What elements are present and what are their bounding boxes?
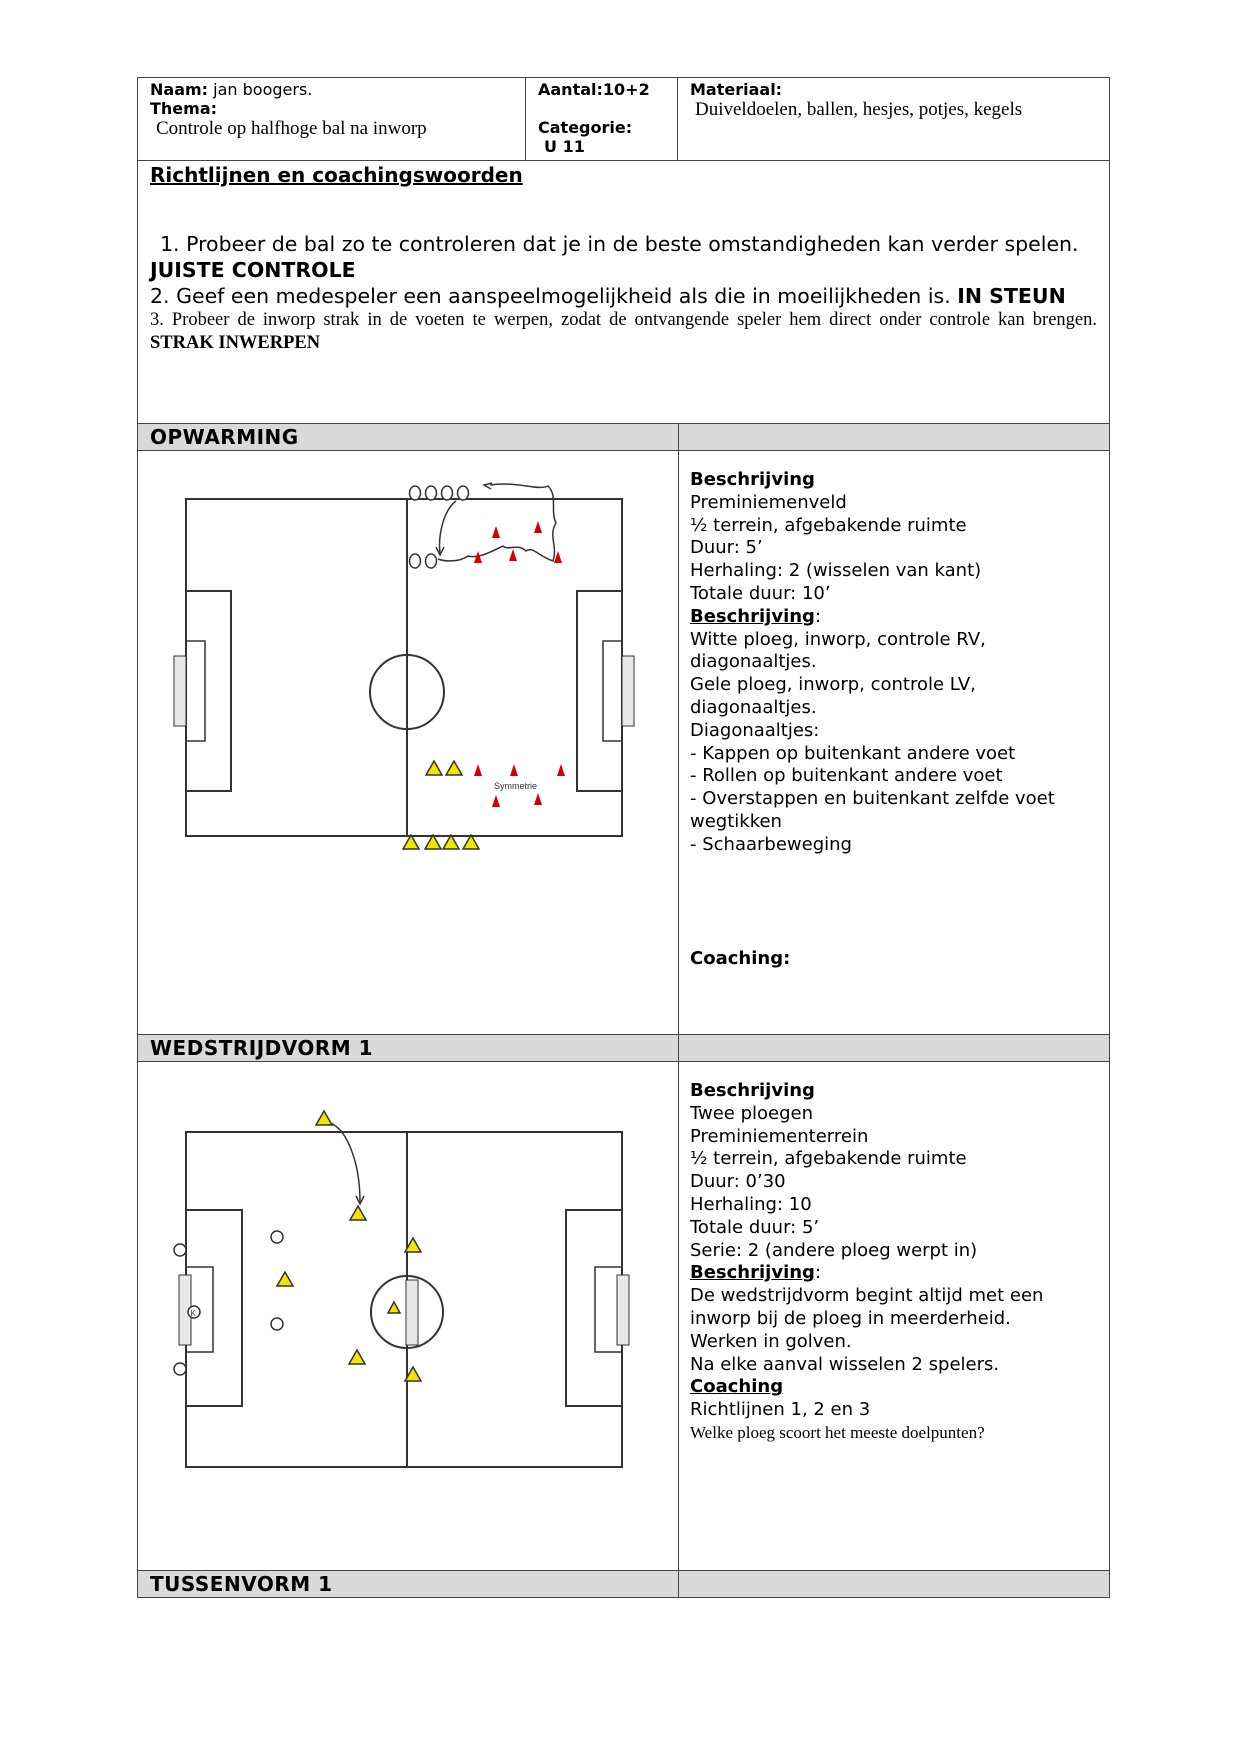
section-wedstrijdvorm — [137, 1035, 1110, 1062]
player-white — [174, 1244, 186, 1256]
section-tussenvorm — [137, 1571, 1110, 1598]
pitch-outline — [186, 499, 622, 836]
section-title: OPWARMING — [150, 425, 299, 449]
guideline-3: 3. Probeer de inworp strak in de voeten te werpen, zodat de ontvangende speler hem direct onder controle kan brengen. STRAK INWERPEN — [150, 310, 1097, 353]
player-white — [442, 486, 453, 500]
cone — [534, 521, 542, 533]
thema-label: Thema: — [150, 99, 218, 118]
player-white — [426, 554, 437, 568]
cone — [492, 526, 500, 538]
opwarming-content — [137, 451, 1110, 1035]
coaching-heading: Coaching: — [690, 947, 791, 969]
player-yellow — [443, 835, 459, 849]
naam-value: jan boogers. — [213, 80, 313, 99]
cone — [510, 764, 518, 776]
player-white — [410, 486, 421, 500]
cone — [534, 793, 542, 805]
training-sheet — [137, 77, 1110, 1598]
guideline-2: 2. Geef een medespeler een aanspeelmogelijkheid als die in moeilijkheden is. IN STEUN — [150, 284, 1066, 308]
header-row — [137, 77, 1110, 161]
cone — [554, 551, 562, 563]
guidelines-title: Richtlijnen en coachingswoorden — [150, 163, 523, 187]
player-yellow-keeper — [388, 1302, 400, 1313]
opwarming-diagram — [138, 451, 678, 1034]
thema-value: Controle op halfhoge bal na inworp — [156, 118, 427, 139]
beschrijving-heading: Beschrijving — [690, 469, 815, 490]
penalty-area-right — [566, 1210, 622, 1406]
wedstrijdvorm-description: Beschrijving Twee ploegen Preminiementerrein ½ terrein, afgebakende ruimte Duur: 0’30 Herhaling: 10 Totale duur: 5’ Serie: 2 (andere ploeg werpt in) Beschrijving: De wedstrijdvorm begint altijd met een inworp bij de ploeg in meerderheid. Werken in golven. Na elke aanval wisselen 2 spelers. Coaching Richtlijnen 1, 2 en 3 Welke ploeg scoort het meeste doelpunten? — [678, 1062, 1109, 1570]
goal-center — [406, 1280, 418, 1345]
yellow-players — [277, 1111, 421, 1381]
section-title: TUSSENVORM 1 — [150, 1572, 333, 1596]
pass-arrow — [440, 501, 456, 553]
beschrijving-heading-2: Beschrijving — [690, 1262, 815, 1284]
pitch-outline — [186, 1132, 622, 1467]
materiaal-value: Duiveldoelen, ballen, hesjes, potjes, kegels — [695, 99, 1023, 120]
penalty-area-left — [186, 591, 231, 791]
goal-left — [174, 656, 186, 726]
goal-right — [622, 656, 634, 726]
pitch-diagram-match — [138, 1062, 678, 1571]
coaching-heading: Coaching — [690, 1376, 784, 1398]
player-yellow — [350, 1206, 366, 1220]
beschrijving-heading: Beschrijving — [690, 1080, 815, 1101]
player-yellow — [277, 1272, 293, 1286]
cone — [509, 549, 517, 561]
guideline-1: 1. Probeer de bal zo te controleren dat je in de beste omstandigheden kan verder spelen. JUISTE CONTROLE — [150, 232, 1079, 282]
player-yellow — [426, 761, 442, 775]
keeper-mark: K — [190, 1309, 196, 1318]
categorie-label: Categorie: — [538, 118, 633, 137]
player-yellow — [316, 1111, 332, 1125]
penalty-area-right — [577, 591, 622, 791]
wedstrijdvorm-diagram — [138, 1062, 678, 1570]
header-name-theme — [138, 78, 525, 160]
player-white — [271, 1231, 283, 1243]
player-white — [410, 554, 421, 568]
aantal: Aantal:10+2 — [538, 80, 650, 99]
player-white — [174, 1363, 186, 1375]
header-count-category — [525, 78, 677, 160]
player-yellow — [463, 835, 479, 849]
cone — [557, 764, 565, 776]
section-title: WEDSTRIJDVORM 1 — [150, 1036, 374, 1060]
goal-right — [617, 1275, 629, 1345]
player-yellow — [403, 835, 419, 849]
red-cones-top — [474, 521, 562, 563]
player-yellow — [446, 761, 462, 775]
beschrijving-heading-2: Beschrijving — [690, 605, 815, 627]
cone — [492, 795, 500, 807]
wedstrijdvorm-content — [137, 1062, 1110, 1571]
opwarming-description: Beschrijving Preminiemenveld ½ terrein, afgebakende ruimte Duur: 5’ Herhaling: 2 (wisselen van kant) Totale duur: 10’ Beschrijving: Witte ploeg, inworp, controle RV, diagonaaltjes. Gele ploeg, inworp, controle LV, diagonaaltjes. Diagonaaltjes: - Kappen op buitenkant andere voet - Rollen op buitenkant andere voet - Overstappen en buitenkant zelfde voet wegtikken - Schaarbeweging Coaching: — [678, 451, 1109, 1034]
naam-label: Naam: — [150, 80, 209, 99]
materiaal-label: Materiaal: — [690, 80, 783, 99]
cone — [474, 764, 482, 776]
categorie-value: U 11 — [544, 137, 585, 156]
player-white — [458, 486, 469, 500]
player-white — [271, 1318, 283, 1330]
symmetrie-label: Symmetrie — [494, 781, 538, 791]
player-white — [426, 486, 437, 500]
header-material — [677, 78, 1109, 160]
player-yellow — [349, 1350, 365, 1364]
player-yellow — [425, 835, 441, 849]
pitch-diagram-warmup — [138, 451, 678, 1035]
section-opwarming — [137, 424, 1110, 451]
guidelines-row — [137, 161, 1110, 424]
throw-in-arrow — [326, 1122, 360, 1202]
